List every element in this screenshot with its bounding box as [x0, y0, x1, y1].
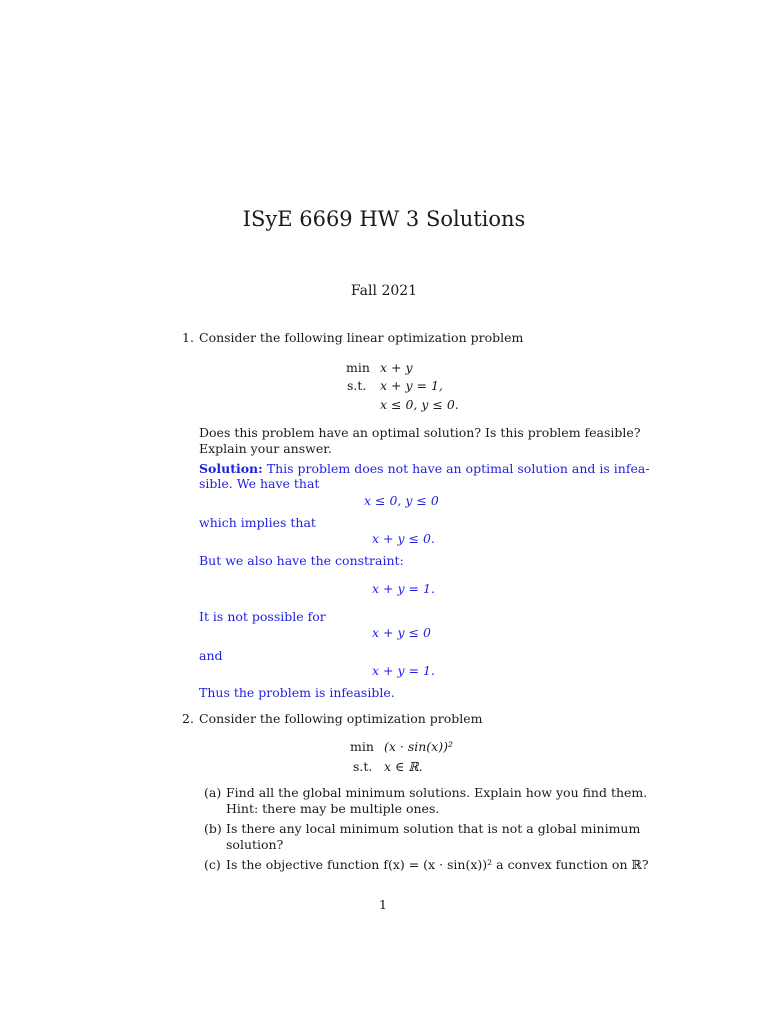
solution-line-1 — [199, 461, 650, 477]
lp-constraint-1: x + y = 1, — [380, 378, 443, 393]
solution-text-4: It is not possible for — [199, 609, 326, 624]
problem-1-number: 1. — [182, 330, 194, 345]
lp-objective: x + y — [380, 360, 413, 375]
question-line-2: Explain your answer. — [199, 441, 332, 456]
part-a-label: (a) — [204, 785, 222, 800]
solution-eq-4: x + y ≤ 0 — [372, 625, 431, 640]
part-b-label: (b) — [204, 821, 222, 836]
solution-eq-3: x + y = 1. — [372, 581, 435, 596]
solution-eq-5: x + y = 1. — [372, 663, 435, 678]
opt-min-label: min — [350, 739, 374, 754]
document-title: ISyE 6669 HW 3 Solutions — [242, 207, 526, 231]
part-b-line-2: solution? — [226, 837, 284, 852]
lp-min-label: min — [346, 360, 370, 375]
problem-1-intro: Consider the following linear optimization problem — [199, 330, 524, 345]
solution-line-2: sible. We have that — [199, 476, 320, 491]
part-c-label: (c) — [204, 857, 221, 872]
opt-objective: (x · sin(x))² — [384, 739, 454, 754]
solution-eq-2: x + y ≤ 0. — [372, 531, 435, 546]
page-number: 1 — [379, 897, 387, 912]
solution-eq-1: x ≤ 0, y ≤ 0 — [364, 493, 439, 508]
solution-text-1: This problem does not have an optimal solution and is infea- — [266, 461, 650, 476]
part-c-line-1: Is the objective function f(x) = (x · sin(x))² a convex function on ℝ? — [226, 857, 649, 872]
problem-2-number: 2. — [182, 711, 194, 726]
part-a-line-1: Find all the global minimum solutions. Explain how you find them. — [226, 785, 648, 800]
solution-text-5: and — [199, 648, 223, 663]
solution-conclusion: Thus the problem is infeasible. — [199, 685, 395, 700]
lp-constraint-2: x ≤ 0, y ≤ 0. — [380, 397, 459, 412]
part-a-line-2: Hint: there may be multiple ones. — [226, 801, 440, 816]
document-date: Fall 2021 — [350, 283, 418, 299]
problem-2-intro: Consider the following optimization problem — [199, 711, 483, 726]
solution-label: Solution: — [199, 461, 263, 476]
part-b-line-1: Is there any local minimum solution that is not a global minimum — [226, 821, 641, 836]
opt-st-label: s.t. — [353, 759, 373, 774]
question-line-1: Does this problem have an optimal solution? Is this problem feasible? — [199, 425, 641, 440]
solution-text-2: which implies that — [199, 515, 316, 530]
opt-constraint: x ∈ ℝ. — [384, 759, 423, 774]
lp-st-label: s.t. — [347, 378, 367, 393]
solution-text-3: But we also have the constraint: — [199, 553, 404, 568]
